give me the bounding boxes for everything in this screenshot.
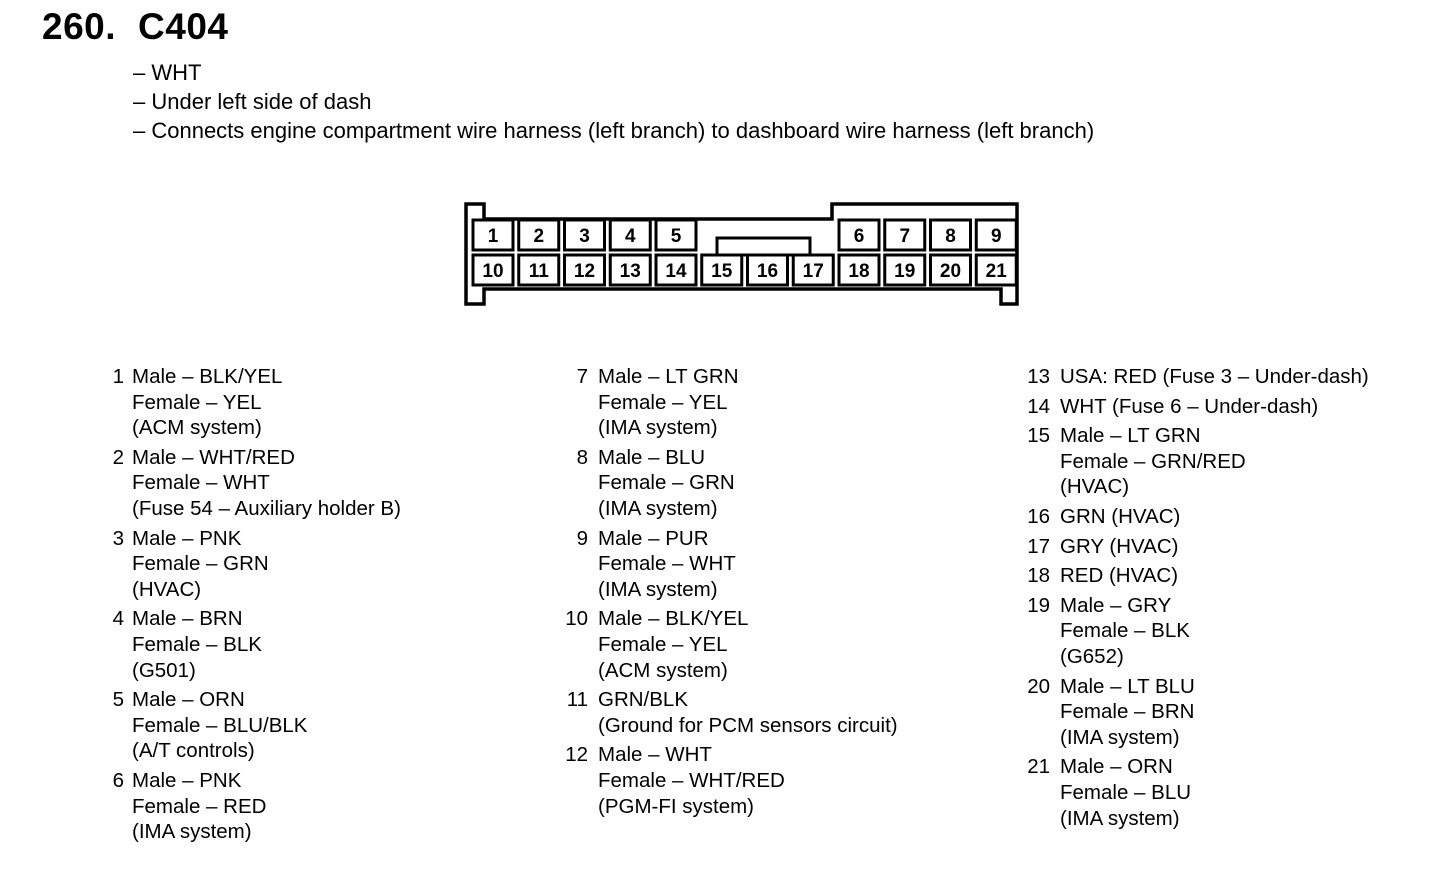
pin-label-16: 16 [756, 261, 779, 282]
pin-entry-14 [1024, 394, 1369, 420]
section-number: 260. [42, 6, 117, 47]
pin-column-3 [1024, 364, 1369, 835]
pin-description-line: (ACM system) [132, 416, 262, 440]
pin-label-15: 15 [711, 261, 733, 282]
pin-description-line: (Fuse 54 – Auxiliary holder B) [132, 496, 401, 520]
pin-description-line: Male – GRY [1060, 593, 1172, 617]
pin-description-line: (ACM system) [598, 658, 728, 682]
pin-description-line: (HVAC) [132, 577, 202, 601]
pin-description-line: Female – WHT [132, 471, 270, 495]
pin-entry-9 [562, 526, 898, 603]
pin-description-line: Female – BRN [1060, 700, 1195, 724]
pin-entry-12 [562, 742, 898, 819]
pin-entry-10 [562, 606, 898, 683]
pin-entry-19 [1024, 593, 1369, 670]
pin-column-1 [108, 364, 401, 849]
pin-description-line: Female – YEL [598, 390, 728, 414]
pin-number: 8 [576, 445, 588, 469]
pin-description-line: Female – BLU [1060, 780, 1192, 804]
pin-description-line: (HVAC) [1060, 475, 1130, 499]
note-connection: – Connects engine compartment wire harness (left branch) to dashboard wire harness (left branch) [133, 118, 1095, 143]
pin-description-line: Male – PNK [132, 526, 242, 550]
pin-description-line: Male – WHT [598, 743, 712, 767]
pin-number: 1 [112, 365, 124, 388]
pin-description-line: Female – BLK [1060, 619, 1190, 643]
pin-description-line: Male – LT GRN [598, 365, 739, 388]
pin-entry-4 [108, 606, 401, 683]
pin-description-line: Male – ORN [132, 688, 245, 712]
pin-number: 15 [1027, 424, 1050, 448]
pin-description-line: Female – WHT [598, 552, 736, 576]
pin-description-line: Male – BLK/YEL [132, 365, 283, 388]
pin-description-line: Male – LT GRN [1060, 424, 1201, 448]
pin-description-line: Male – BLK/YEL [598, 607, 749, 631]
pin-entry-13 [1024, 364, 1369, 390]
pin-number: 17 [1027, 534, 1050, 558]
pin-description-line: Male – PUR [598, 526, 709, 550]
pin-description-line: Female – GRN [598, 471, 735, 495]
pin-label-2: 2 [533, 226, 545, 247]
pin-label-11: 11 [528, 261, 549, 282]
pin-entry-11 [562, 687, 898, 738]
pin-description-line: Male – PNK [132, 768, 242, 792]
pin-entry-20 [1024, 674, 1369, 751]
pin-number: 20 [1027, 674, 1050, 698]
pin-number: 11 [566, 688, 588, 712]
pin-label-21: 21 [985, 261, 1007, 282]
connector-lock-tab [717, 238, 810, 255]
pin-description-line: Female – GRN/RED [1060, 449, 1246, 473]
pin-description-line: Female – YEL [598, 632, 728, 656]
pin-description-line: (IMA system) [598, 577, 718, 601]
pin-label-7: 7 [899, 226, 911, 247]
pin-entry-5 [108, 687, 401, 764]
pin-description-line: (G501) [132, 658, 196, 682]
pin-entry-17 [1024, 534, 1369, 560]
pin-entry-2 [108, 445, 401, 522]
pin-description-line: Female – RED [132, 794, 267, 818]
pin-number: 5 [112, 688, 124, 712]
pin-description-line: Male – BRN [132, 607, 243, 631]
pin-description-line: (IMA system) [132, 820, 252, 844]
pin-description-line: RED (HVAC) [1060, 564, 1179, 588]
pin-number: 19 [1027, 593, 1050, 617]
pin-number: 14 [1027, 394, 1050, 418]
pin-description-line: (PGM-FI system) [598, 794, 755, 818]
pin-entry-16 [1024, 504, 1369, 530]
pin-description-line: Male – BLU [598, 445, 706, 469]
pin-description-line: Female – BLU/BLK [132, 713, 308, 737]
pin-description-line: GRY (HVAC) [1060, 534, 1179, 558]
pin-label-5: 5 [670, 226, 682, 247]
pin-entry-15 [1024, 423, 1369, 500]
pin-description-line: USA: RED (Fuse 3 – Under-dash) [1060, 365, 1369, 388]
pin-label-1: 1 [487, 226, 499, 247]
pin-label-13: 13 [619, 261, 641, 282]
pin-number: 10 [565, 607, 588, 631]
pin-label-12: 12 [573, 261, 596, 282]
pin-label-17: 17 [802, 261, 824, 282]
pin-description-line: Female – WHT/RED [598, 768, 785, 792]
pin-entry-1 [108, 364, 401, 441]
pin-number: 13 [1027, 365, 1050, 388]
pin-entry-21 [1024, 754, 1369, 831]
pin-description-line: (IMA system) [598, 496, 718, 520]
note-location: – Under left side of dash [133, 89, 372, 114]
pin-description-line: (A/T controls) [132, 739, 255, 763]
connector-id: C404 [138, 6, 229, 47]
pin-number: 3 [112, 526, 124, 550]
pin-number: 21 [1027, 755, 1050, 779]
pin-label-10: 10 [482, 261, 504, 282]
pin-description-line: GRN (HVAC) [1060, 504, 1181, 528]
pin-description-line: Female – BLK [132, 632, 262, 656]
pin-number: 4 [112, 607, 124, 631]
pin-entry-3 [108, 526, 401, 603]
pin-column-2 [562, 364, 898, 823]
pin-description-line: Male – LT BLU [1060, 674, 1195, 698]
pin-number: 7 [576, 365, 588, 388]
pin-description-line: Male – ORN [1060, 755, 1173, 779]
pin-label-8: 8 [945, 226, 956, 247]
pin-description-line: Female – YEL [132, 390, 262, 414]
pin-entry-18 [1024, 563, 1369, 589]
pin-description-line: (Ground for PCM sensors circuit) [598, 713, 898, 737]
pin-number: 18 [1027, 564, 1050, 588]
pin-label-19: 19 [894, 261, 916, 282]
pin-description-line: (G652) [1060, 644, 1124, 668]
pin-number: 12 [565, 743, 588, 767]
pin-label-4: 4 [624, 226, 636, 247]
pin-description-line: WHT (Fuse 6 – Under-dash) [1060, 394, 1319, 418]
pin-entry-7 [562, 364, 898, 441]
pin-label-18: 18 [848, 261, 870, 282]
pin-label-6: 6 [853, 226, 865, 247]
pin-description-line: (IMA system) [1060, 725, 1180, 749]
pin-number: 2 [112, 445, 124, 469]
pin-label-3: 3 [579, 226, 590, 247]
pin-description-line: (IMA system) [1060, 806, 1180, 830]
note-color: – WHT [133, 60, 202, 85]
pin-description-line: (IMA system) [598, 416, 718, 440]
pin-label-14: 14 [665, 261, 687, 282]
pin-description-line: Male – WHT/RED [132, 445, 295, 469]
pin-label-9: 9 [990, 226, 1002, 247]
pin-number: 6 [112, 768, 124, 792]
pin-number: 9 [576, 526, 588, 550]
pin-entry-6 [108, 768, 401, 845]
pin-description-line: Female – GRN [132, 552, 269, 576]
pin-number: 16 [1027, 504, 1050, 528]
pin-label-20: 20 [939, 261, 962, 282]
pin-description-line: GRN/BLK [598, 688, 688, 712]
pin-entry-8 [562, 445, 898, 522]
